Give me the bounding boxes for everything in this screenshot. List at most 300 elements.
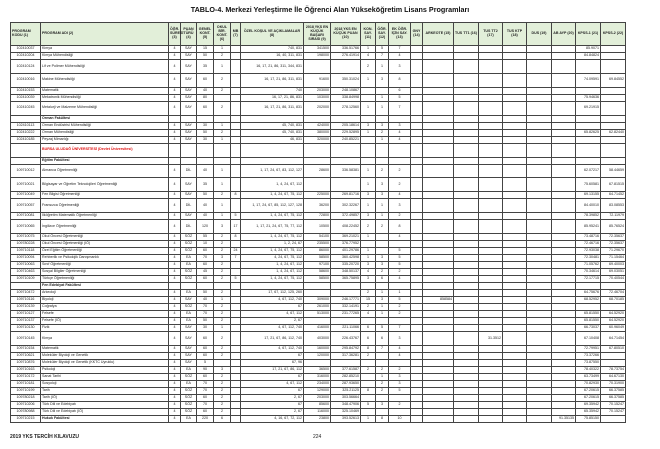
cell: 8 [361, 388, 376, 395]
special-conditions: 45, 740, 831 [241, 129, 304, 136]
cell: 70 [197, 381, 214, 388]
empty-cell [241, 157, 304, 164]
cell [552, 297, 576, 304]
cell [479, 269, 503, 276]
special-conditions: 1, 4, 24, 67, 75, 112 [241, 248, 304, 255]
faculty-section-row [11, 157, 626, 164]
table-row [11, 241, 626, 248]
cell [527, 101, 552, 115]
cell: 6 [214, 416, 231, 423]
cell: 70 [197, 311, 214, 318]
cell [552, 262, 576, 269]
cell [527, 136, 552, 143]
cell [479, 374, 503, 381]
special-conditions: 4, 67, 112 [241, 381, 304, 388]
cell: 4 [169, 353, 181, 360]
empty-cell [411, 115, 423, 122]
cell [552, 87, 576, 94]
cell: 2 [361, 353, 376, 360]
cell: 4 [169, 241, 181, 248]
cell: 338.84998 [331, 94, 361, 101]
cell: 4 [389, 192, 411, 199]
program-name: Hukuk Fakültesi [41, 416, 169, 423]
cell [552, 395, 576, 402]
cell: 2 [376, 381, 389, 388]
cell: 1 [376, 199, 389, 213]
table-row [11, 136, 626, 143]
cell: 67.20615 [576, 395, 601, 402]
empty-cell [361, 157, 376, 164]
table-row [11, 178, 626, 192]
cell [231, 269, 241, 276]
program-code: 102410113 [11, 122, 41, 129]
cell: 372.49857 [331, 213, 361, 220]
cell: 336.51766 [331, 46, 361, 53]
cell: 85.95241 [576, 220, 601, 234]
cell [411, 311, 423, 318]
cell: SAY [181, 332, 197, 346]
cell: 4 [389, 53, 411, 60]
cell [423, 360, 454, 367]
faculty-name: Orman Fakültesi [41, 115, 169, 122]
cell: 287.93650 [331, 381, 361, 388]
cell: 1 [376, 101, 389, 115]
cell: EA [181, 255, 197, 262]
cell [231, 332, 241, 346]
cell: 5 [231, 276, 241, 283]
cell: 2 [389, 178, 411, 192]
table-row [11, 276, 626, 283]
cell: 248.10867 [331, 87, 361, 94]
cell [454, 213, 479, 220]
cell: 69.03051 [601, 269, 626, 276]
cell: 8 [389, 220, 411, 234]
cell: 3 [389, 374, 411, 381]
cell: 229.52895 [331, 129, 361, 136]
cell: 24 [231, 248, 241, 255]
cell [411, 192, 423, 199]
cell [411, 346, 423, 353]
cell: 4 [169, 304, 181, 311]
cell: 4 [169, 269, 181, 276]
cell: 348.47906 [331, 402, 361, 409]
cell [479, 220, 503, 234]
cell: 70.31900 [601, 381, 626, 388]
cell: 28600 [304, 164, 331, 178]
cell [411, 409, 423, 416]
cell: 858584 [423, 297, 454, 304]
cell [601, 46, 626, 53]
cell [411, 304, 423, 311]
cell: 63.73499 [576, 374, 601, 381]
cell: 58600 [304, 269, 331, 276]
cell: 60 [197, 346, 214, 353]
cell [411, 234, 423, 241]
cell: 261000 [304, 304, 331, 311]
table-row [11, 46, 626, 53]
cell: 70 [197, 255, 214, 262]
cell: 4 [169, 381, 181, 388]
empty-cell [361, 283, 376, 290]
cell [479, 381, 503, 388]
cell: 58.44659 [601, 164, 626, 178]
cell: 69.35942 [576, 402, 601, 409]
program-name: Moleküler Biyoloji ve Genetik (KKTC Uyruklu) [41, 360, 169, 367]
cell: 160000 [304, 346, 331, 353]
cell [527, 199, 552, 213]
cell: 50 [197, 192, 214, 199]
special-conditions: 1, 17, 21, 24, 67, 75, 77, 112 [241, 220, 304, 234]
cell [601, 353, 626, 360]
program-name: Türk Dili ve Edebiyatı [41, 402, 169, 409]
cell: 75.85150 [576, 416, 601, 423]
cell: 3 [389, 199, 411, 213]
cell [552, 388, 576, 395]
cell [423, 220, 454, 234]
cell: 80 [197, 94, 214, 101]
empty-cell [552, 143, 576, 157]
cell [552, 346, 576, 353]
cell: 3 [376, 73, 389, 87]
column-header: PROGRAM KODU (1) [11, 23, 41, 46]
empty-cell [361, 115, 376, 122]
cell [552, 73, 576, 87]
cell [479, 402, 503, 409]
program-code: 109710206 [11, 402, 41, 409]
faculty-name: Fen Edebiyat Fakültesi [41, 283, 169, 290]
cell [527, 360, 552, 367]
cell: 2 [389, 367, 411, 374]
program-name: Türkçe Öğretmenliği [41, 276, 169, 283]
cell [454, 46, 479, 53]
cell [454, 199, 479, 213]
program-name: Kimya [41, 332, 169, 346]
cell [527, 402, 552, 409]
cell: 15 [197, 46, 214, 53]
cell: SAY [181, 73, 197, 87]
cell: 75.60581 [576, 178, 601, 192]
cell [361, 136, 376, 143]
cell: 325.21125 [331, 388, 361, 395]
empty-cell [479, 283, 503, 290]
program-name: Okul Öncesi Öğretmenliği (İÖ) [41, 241, 169, 248]
empty-cell [169, 283, 181, 290]
cell: 72.11979 [601, 213, 626, 220]
program-code: 109780228 [11, 241, 41, 248]
cell: 73.87550 [576, 360, 601, 367]
program-name: Özel Eğitim Öğretmenliği [41, 248, 169, 255]
cell: 2 [361, 304, 376, 311]
cell: 2 [214, 101, 231, 115]
cell [503, 353, 527, 360]
cell [503, 332, 527, 346]
cell: 45 [197, 269, 214, 276]
cell: 30 [197, 122, 214, 129]
cell: 129000 [304, 388, 331, 395]
program-name: Kimya [41, 46, 169, 53]
special-conditions: 1, 17, 24, 67, 85, 112, 127, 128 [241, 199, 304, 213]
program-code: 109710116 [11, 297, 41, 304]
program-name: Biyoloji [41, 297, 169, 304]
cell: SÖZ [181, 269, 197, 276]
cell [361, 360, 376, 367]
cell: SAY [181, 136, 197, 143]
cell: 2 [389, 304, 411, 311]
cell [423, 94, 454, 101]
cell [503, 122, 527, 129]
cell: 226.43767 [331, 332, 361, 346]
program-code: 102410153 [11, 87, 41, 94]
cell: EA [181, 381, 197, 388]
cell: 7 [389, 101, 411, 115]
cell [503, 297, 527, 304]
cell: 2 [214, 318, 231, 325]
cell [479, 388, 503, 395]
cell: 3 [361, 262, 376, 269]
cell [479, 136, 503, 143]
cell: 65.35942 [576, 409, 601, 416]
cell [454, 87, 479, 94]
program-name: İlköğretim Matematik Öğretmenliği [41, 213, 169, 220]
cell: 6 [376, 276, 389, 283]
cell: 2 [214, 311, 231, 318]
cell: 4 [169, 409, 181, 416]
column-header: DUS (19) [527, 23, 552, 46]
special-conditions: 16, 40, 311, 831 [241, 53, 304, 60]
cell: 2 [214, 269, 231, 276]
cell [423, 60, 454, 74]
cell [423, 248, 454, 255]
special-conditions: 67 [241, 353, 304, 360]
special-conditions: 2, 67 [241, 409, 304, 416]
cell: 120 [197, 220, 214, 234]
cell: 1 [376, 60, 389, 74]
cell [423, 409, 454, 416]
cell [527, 367, 552, 374]
cell [601, 94, 626, 101]
program-code: 109710181 [11, 381, 41, 388]
cell [601, 416, 626, 423]
cell: 85600 [304, 402, 331, 409]
cell [527, 46, 552, 53]
cell: 231.77265 [331, 311, 361, 318]
cell: 2 [214, 353, 231, 360]
cell: 60 [197, 374, 214, 381]
cell [389, 409, 411, 416]
program-code: 109710145 [11, 332, 41, 346]
cell [576, 136, 601, 143]
cell [503, 87, 527, 94]
cell: 2 [376, 164, 389, 178]
cell [503, 381, 527, 388]
empty-cell [454, 115, 479, 122]
cell: 3 [389, 381, 411, 388]
cell: 66.37585 [601, 388, 626, 395]
empty-cell [331, 143, 361, 157]
cell [411, 164, 423, 178]
cell [423, 241, 454, 248]
cell [527, 60, 552, 74]
cell: 23800 [304, 416, 331, 423]
cell: 6 [376, 332, 389, 346]
cell [479, 164, 503, 178]
special-conditions: 45, 740, 831 [241, 122, 304, 129]
cell [479, 360, 503, 367]
cell: 295.84792 [331, 346, 361, 353]
empty-cell [376, 115, 389, 122]
cell: 4 [169, 395, 181, 402]
cell [552, 101, 576, 115]
cell [423, 136, 454, 143]
cell: 4 [169, 311, 181, 318]
cell [411, 297, 423, 304]
cell: 2 [214, 332, 231, 346]
cell [361, 381, 376, 388]
cell: 2 [214, 234, 231, 241]
empty-cell [197, 157, 214, 164]
program-name: Fransızca Öğretmenliği [41, 199, 169, 213]
empty-cell [11, 115, 41, 122]
cell [361, 318, 376, 325]
cell [423, 381, 454, 388]
cell: 350.31024 [331, 73, 361, 87]
cell [423, 164, 454, 178]
cell [503, 234, 527, 241]
cell: 1 [376, 213, 389, 220]
program-name: Arkeoloji [41, 290, 169, 297]
cell [454, 367, 479, 374]
cell [552, 220, 576, 234]
cell: 316000 [304, 374, 331, 381]
empty-cell [552, 157, 576, 164]
cell: 60 [197, 262, 214, 269]
cell [479, 262, 503, 269]
university-header-row [11, 143, 626, 157]
cell [411, 332, 423, 346]
cell: 4 [389, 234, 411, 241]
cell [454, 269, 479, 276]
cell: 1 [361, 73, 376, 87]
cell: 269.81716 [331, 192, 361, 199]
cell: 60 [197, 395, 214, 402]
cell: 2 [214, 304, 231, 311]
cell: 5 [389, 262, 411, 269]
program-code: 102410204 [11, 53, 41, 60]
cell [423, 367, 454, 374]
cell [552, 136, 576, 143]
empty-cell [411, 283, 423, 290]
program-name: Almanca Öğretmenliği [41, 164, 169, 178]
cell [454, 290, 479, 297]
cell [231, 178, 241, 192]
cell: 10 [197, 241, 214, 248]
column-header: MB (7) [231, 23, 241, 46]
empty-cell [231, 283, 241, 290]
cell: 2 [361, 220, 376, 234]
empty-cell [454, 143, 479, 157]
table-row [11, 234, 626, 241]
cell: 7 [231, 255, 241, 262]
empty-cell [304, 283, 331, 290]
cell: 1 [361, 164, 376, 178]
cell: 90 [197, 367, 214, 374]
cell [454, 395, 479, 402]
cell: 2 [214, 409, 231, 416]
cell [454, 255, 479, 262]
cell: 8 [389, 73, 411, 87]
cell: 30 [197, 136, 214, 143]
cell [503, 360, 527, 367]
header-row [11, 23, 626, 46]
cell [503, 325, 527, 332]
special-conditions: 17, 67, 112, 125, 260 [241, 290, 304, 297]
special-conditions: 67, 96 [241, 360, 304, 367]
special-conditions: 1, 4, 24, 67, 75, 112 [241, 234, 304, 241]
cell [454, 409, 479, 416]
cell: 64.75676 [576, 290, 601, 297]
program-name: Metalurji ve Malzeme Mühendisliği [41, 101, 169, 115]
cell: 7 [389, 325, 411, 332]
cell: 4 [169, 164, 181, 178]
cell: 8 [231, 234, 241, 241]
column-header: GENEL KONT. (5) [197, 23, 214, 46]
cell [479, 94, 503, 101]
cell [423, 129, 454, 136]
empty-cell [197, 115, 214, 122]
cell: 91600 [304, 73, 331, 87]
cell [576, 122, 601, 129]
cell [527, 325, 552, 332]
table-row [11, 192, 626, 199]
cell [454, 101, 479, 115]
cell: 1 [361, 178, 376, 192]
empty-cell [181, 157, 197, 164]
cell: 72.30481 [576, 255, 601, 262]
cell: 4 [169, 276, 181, 283]
cell: 408.22452 [331, 220, 361, 234]
cell: 2 [389, 402, 411, 409]
empty-cell [423, 115, 454, 122]
cell: SÖZ [181, 395, 197, 402]
cell [527, 388, 552, 395]
empty-cell [11, 143, 41, 157]
cell [527, 395, 552, 402]
cell [231, 395, 241, 402]
cell [361, 94, 376, 101]
empty-cell [527, 157, 552, 164]
cell: 62.07217 [576, 164, 601, 178]
cell: 4 [169, 374, 181, 381]
empty-cell [527, 115, 552, 122]
cell [304, 318, 331, 325]
cell [552, 402, 576, 409]
cell [479, 395, 503, 402]
program-code: 102410245 [11, 101, 41, 115]
cell [411, 101, 423, 115]
cell [376, 87, 389, 94]
cell: 3 [389, 122, 411, 129]
cell: SAY [181, 94, 197, 101]
cell: 3 [376, 122, 389, 129]
cell: 64.71452 [601, 192, 626, 199]
cell: SAY [181, 346, 197, 353]
cell: 309000 [304, 297, 331, 304]
faculty-section-row [11, 283, 626, 290]
cell: 513000 [304, 311, 331, 318]
cell [231, 164, 241, 178]
cell [331, 318, 361, 325]
cell [454, 388, 479, 395]
